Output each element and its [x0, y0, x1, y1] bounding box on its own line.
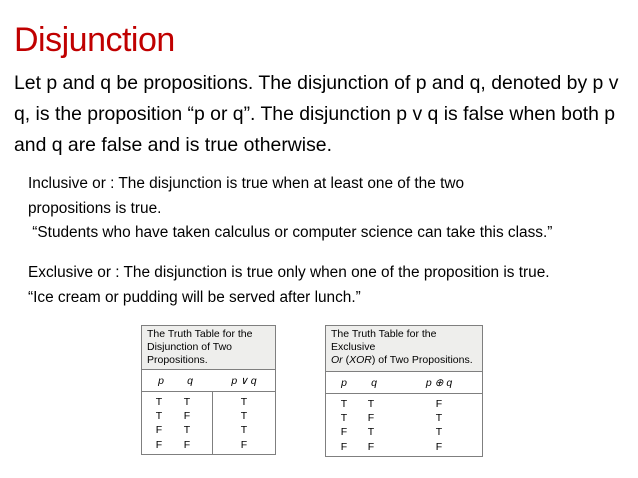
table-row: T F: [155, 410, 191, 423]
table-row: F F: [340, 440, 375, 453]
table-caption: The Truth Table for the Exclusive Or (XOR) of Two Propositions.: [326, 326, 482, 372]
result-cell: T: [240, 410, 248, 423]
result-cell: F: [240, 438, 248, 451]
table-row: F T: [340, 426, 375, 439]
table-row: T T: [155, 396, 191, 408]
header-p: p: [158, 374, 164, 387]
table-body: [142, 392, 275, 454]
exclusive-or-line-1: Exclusive or : The disjunction is true only when one of the proposition is true.: [28, 264, 550, 281]
result-cell: F: [435, 398, 443, 410]
table-row: T F: [340, 412, 375, 425]
header-p: p: [341, 376, 347, 389]
table-caption: The Truth Table for the Disjunction of Two Propositions.: [142, 326, 275, 370]
inclusive-or-line-2: propositions is true.: [28, 199, 162, 217]
header-result: p ∨ q: [231, 374, 257, 387]
slide-title: Disjunction: [14, 21, 175, 59]
table-header: [142, 370, 275, 392]
header-q: q: [371, 376, 377, 389]
result-cell: F: [435, 440, 443, 453]
table-row: F T: [155, 424, 191, 437]
result-cell: T: [240, 396, 248, 408]
inclusive-or-line-1: Inclusive or : The disjunction is true when at least one of the two: [28, 175, 465, 192]
table-header: [326, 372, 482, 394]
inclusive-or-example: “Students who have taken calculus or computer science can take this class.”: [28, 224, 553, 241]
definition-paragraph: Let p and q be propositions. The disjunction of p and q, denoted by p v q, is the proposition “p or q”. The disjunction p v q is false when both p and q are false and is true otherwise.: [14, 72, 619, 156]
result-cell: T: [435, 426, 443, 439]
inclusive-or-section: [28, 172, 628, 246]
table-body: [326, 394, 482, 456]
exclusive-or-truth-table: [325, 325, 483, 457]
exclusive-or-section: [28, 261, 628, 310]
disjunction-truth-table: [141, 325, 276, 455]
result-cell: T: [435, 412, 443, 425]
table-row: T T: [340, 398, 375, 410]
header-q: q: [187, 374, 193, 387]
header-result: p ⊕ q: [425, 376, 453, 389]
result-cell: T: [240, 424, 248, 437]
exclusive-or-example: “Ice cream or pudding will be served after lunch.”: [28, 288, 361, 306]
table-row: F F: [155, 438, 191, 451]
